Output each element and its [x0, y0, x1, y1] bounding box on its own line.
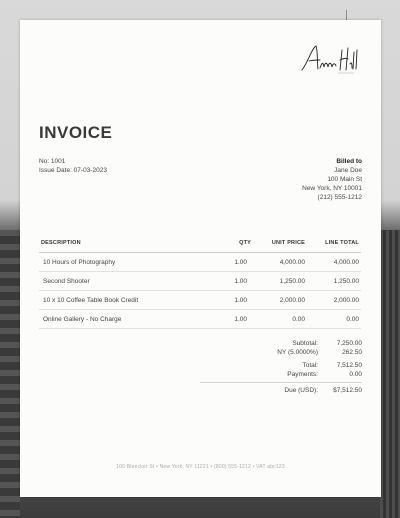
due-row [200, 382, 362, 396]
issue-date: Issue Date: 07-03-2023 [39, 167, 107, 174]
payments-label: Payments: [287, 370, 318, 378]
column-header-qty: QTY [217, 240, 253, 253]
item-description: Second Shooter [39, 272, 217, 291]
invoice-title: INVOICE [39, 123, 113, 142]
tax-label: NY (5.0000%) [277, 348, 318, 356]
due-label: Due (USD): [284, 387, 318, 394]
tax-row [200, 349, 362, 358]
subtotal-value: 7,250.00 [336, 340, 362, 347]
invoice-sheet [20, 20, 381, 497]
billed-to-block [302, 157, 362, 202]
billed-to-phone: (212) 555-1212 [317, 194, 362, 201]
column-header-description: DESCRIPTION [39, 240, 217, 253]
item-description: 10 x 10 Coffee Table Book Credit [39, 291, 217, 310]
subtotal-label: Subtotal: [292, 340, 318, 347]
payments-value: 0.00 [349, 370, 362, 378]
due-value: $7,512.50 [333, 387, 362, 394]
item-unit-price: 4,000.00 [253, 253, 307, 272]
item-qty: 1.00 [217, 272, 253, 291]
total-value: 7,512.50 [336, 362, 362, 369]
total-label: Total: [302, 362, 318, 369]
item-qty: 1.00 [217, 253, 253, 272]
signature-logo-graphic [298, 42, 362, 78]
totals-block [200, 340, 362, 396]
signature-logo [298, 42, 362, 78]
table-row [39, 272, 361, 291]
payments-row [200, 371, 362, 380]
footer-contact: 100 Bleecker St • New York, NY 11221 • (800) 555-1212 • VAT abc123 [116, 464, 285, 470]
tax-value: 262.50 [342, 348, 362, 356]
column-header-unit-price: UNIT PRICE [253, 240, 307, 253]
billed-to-heading: Billed to [336, 158, 362, 165]
billed-to-street: 100 Main St [327, 176, 362, 183]
background-left-structure [0, 230, 20, 518]
billed-to-city: New York, NY 10001 [302, 185, 362, 192]
total-row [200, 362, 362, 371]
item-line-total: 4,000.00 [307, 253, 361, 272]
item-line-total: 0.00 [307, 310, 361, 329]
table-row [39, 291, 361, 310]
item-unit-price: 0.00 [253, 310, 307, 329]
item-unit-price: 2,000.00 [253, 291, 307, 310]
table-row [39, 310, 361, 329]
item-qty: 1.00 [217, 291, 253, 310]
invoice-meta [39, 157, 107, 175]
item-line-total: 1,250.00 [307, 272, 361, 291]
table-header-row [39, 240, 361, 253]
item-qty: 1.00 [217, 310, 253, 329]
item-line-total: 2,000.00 [307, 291, 361, 310]
item-unit-price: 1,250.00 [253, 272, 307, 291]
item-description: Online Gallery - No Charge [39, 310, 217, 329]
column-header-line-total: LINE TOTAL [307, 240, 361, 253]
invoice-number: No: 1001 [39, 158, 66, 165]
background-pole [346, 10, 347, 20]
item-description: 10 Hours of Photography [39, 253, 217, 272]
line-items-table [39, 240, 361, 329]
subtotal-row [200, 340, 362, 349]
table-row [39, 253, 361, 272]
billed-to-name: Jane Doe [334, 167, 362, 174]
background-right-structure [380, 230, 400, 518]
